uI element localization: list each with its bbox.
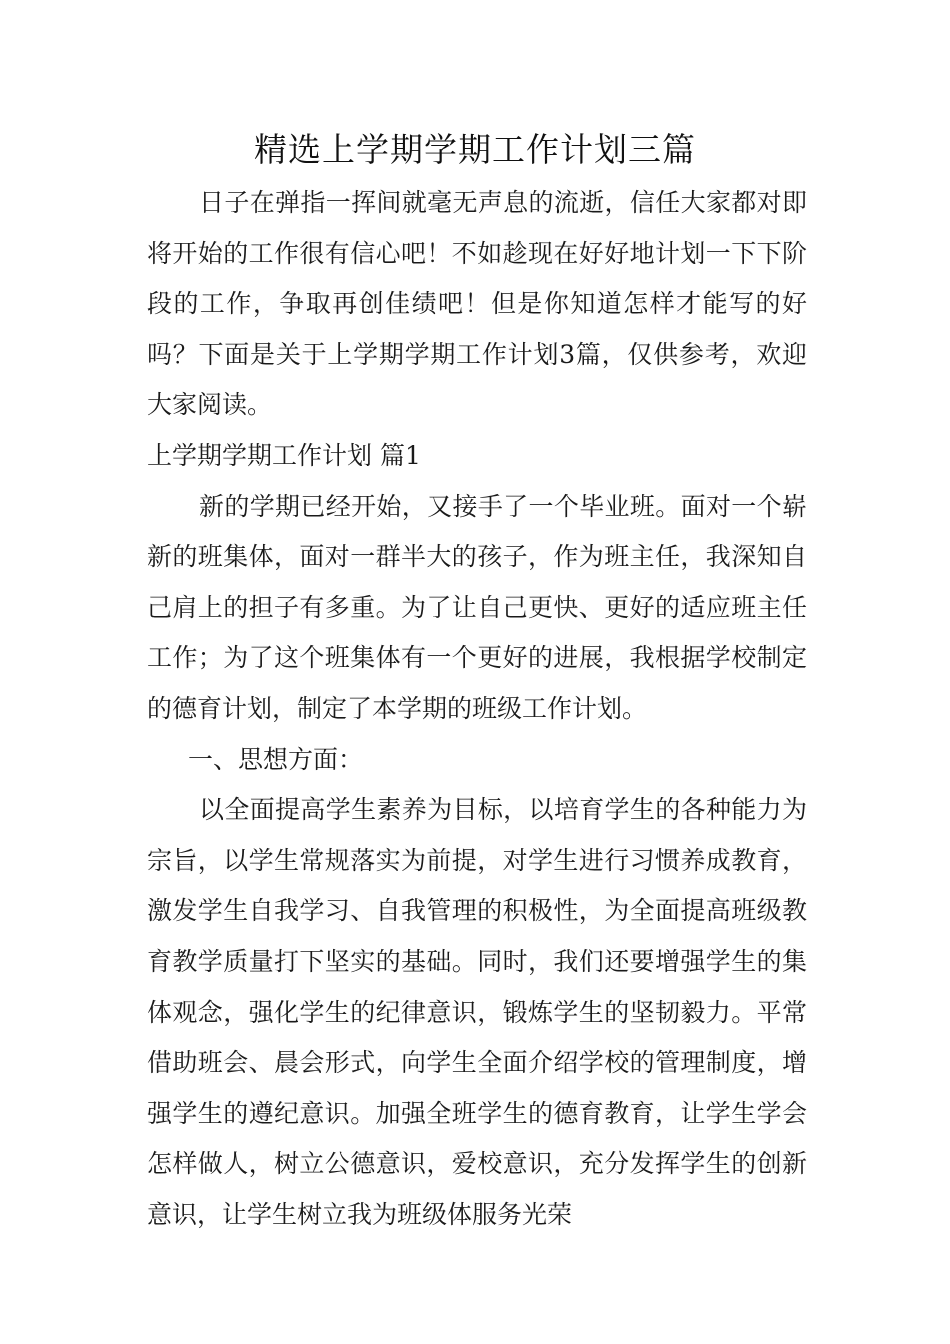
section-heading: 上学期学期工作计划 篇1 — [147, 440, 421, 470]
body-paragraph: 新的学期已经开始，又接手了一个毕业班。面对一个崭新的班集体，面对一群半大的孩子，作为班主任，我深知自己肩上的担子有多重。为了让自己更快、更好的适应班主任工作；为了这个班集体有一个更好的进展，我根据学校制定的德育计划，制定了本学期的班级工作计划。 — [147, 491, 807, 723]
intro-paragraph: 日子在弹指一挥间就毫无声息的流逝，信任大家都对即将开始的工作很有信心吧！不如趁现在好好地计划一下下阶段的工作，争取再创佳绩吧！但是你知道怎样才能写的好吗？下面是关于上学期学期工作计划3篇，仅供参考，欢迎大家阅读。 — [147, 188, 807, 420]
subsection-heading: 一、思想方面： — [188, 744, 364, 774]
document-title: 精选上学期学期工作计划三篇 — [254, 130, 696, 169]
body-paragraph: 以全面提高学生素养为目标，以培育学生的各种能力为宗旨，以学生常规落实为前提，对学生进行习惯养成教育，激发学生自我学习、自我管理的积极性，为全面提高班级教育教学质量打下坚实的基础。同时，我们还要增强学生的集体观念，强化学生的纪律意识，锻炼学生的坚韧毅力。平常借助班会、晨会形式，向学生全面介绍学校的管理制度，增强学生的遵纪意识。加强全班学生的德育教育，让学生学会怎样做人，树立公德意识，爱校意识，充分发挥学生的创新意识，让学生树立我为班级体服务光荣 — [147, 795, 807, 1229]
document-body — [147, 178, 807, 1240]
